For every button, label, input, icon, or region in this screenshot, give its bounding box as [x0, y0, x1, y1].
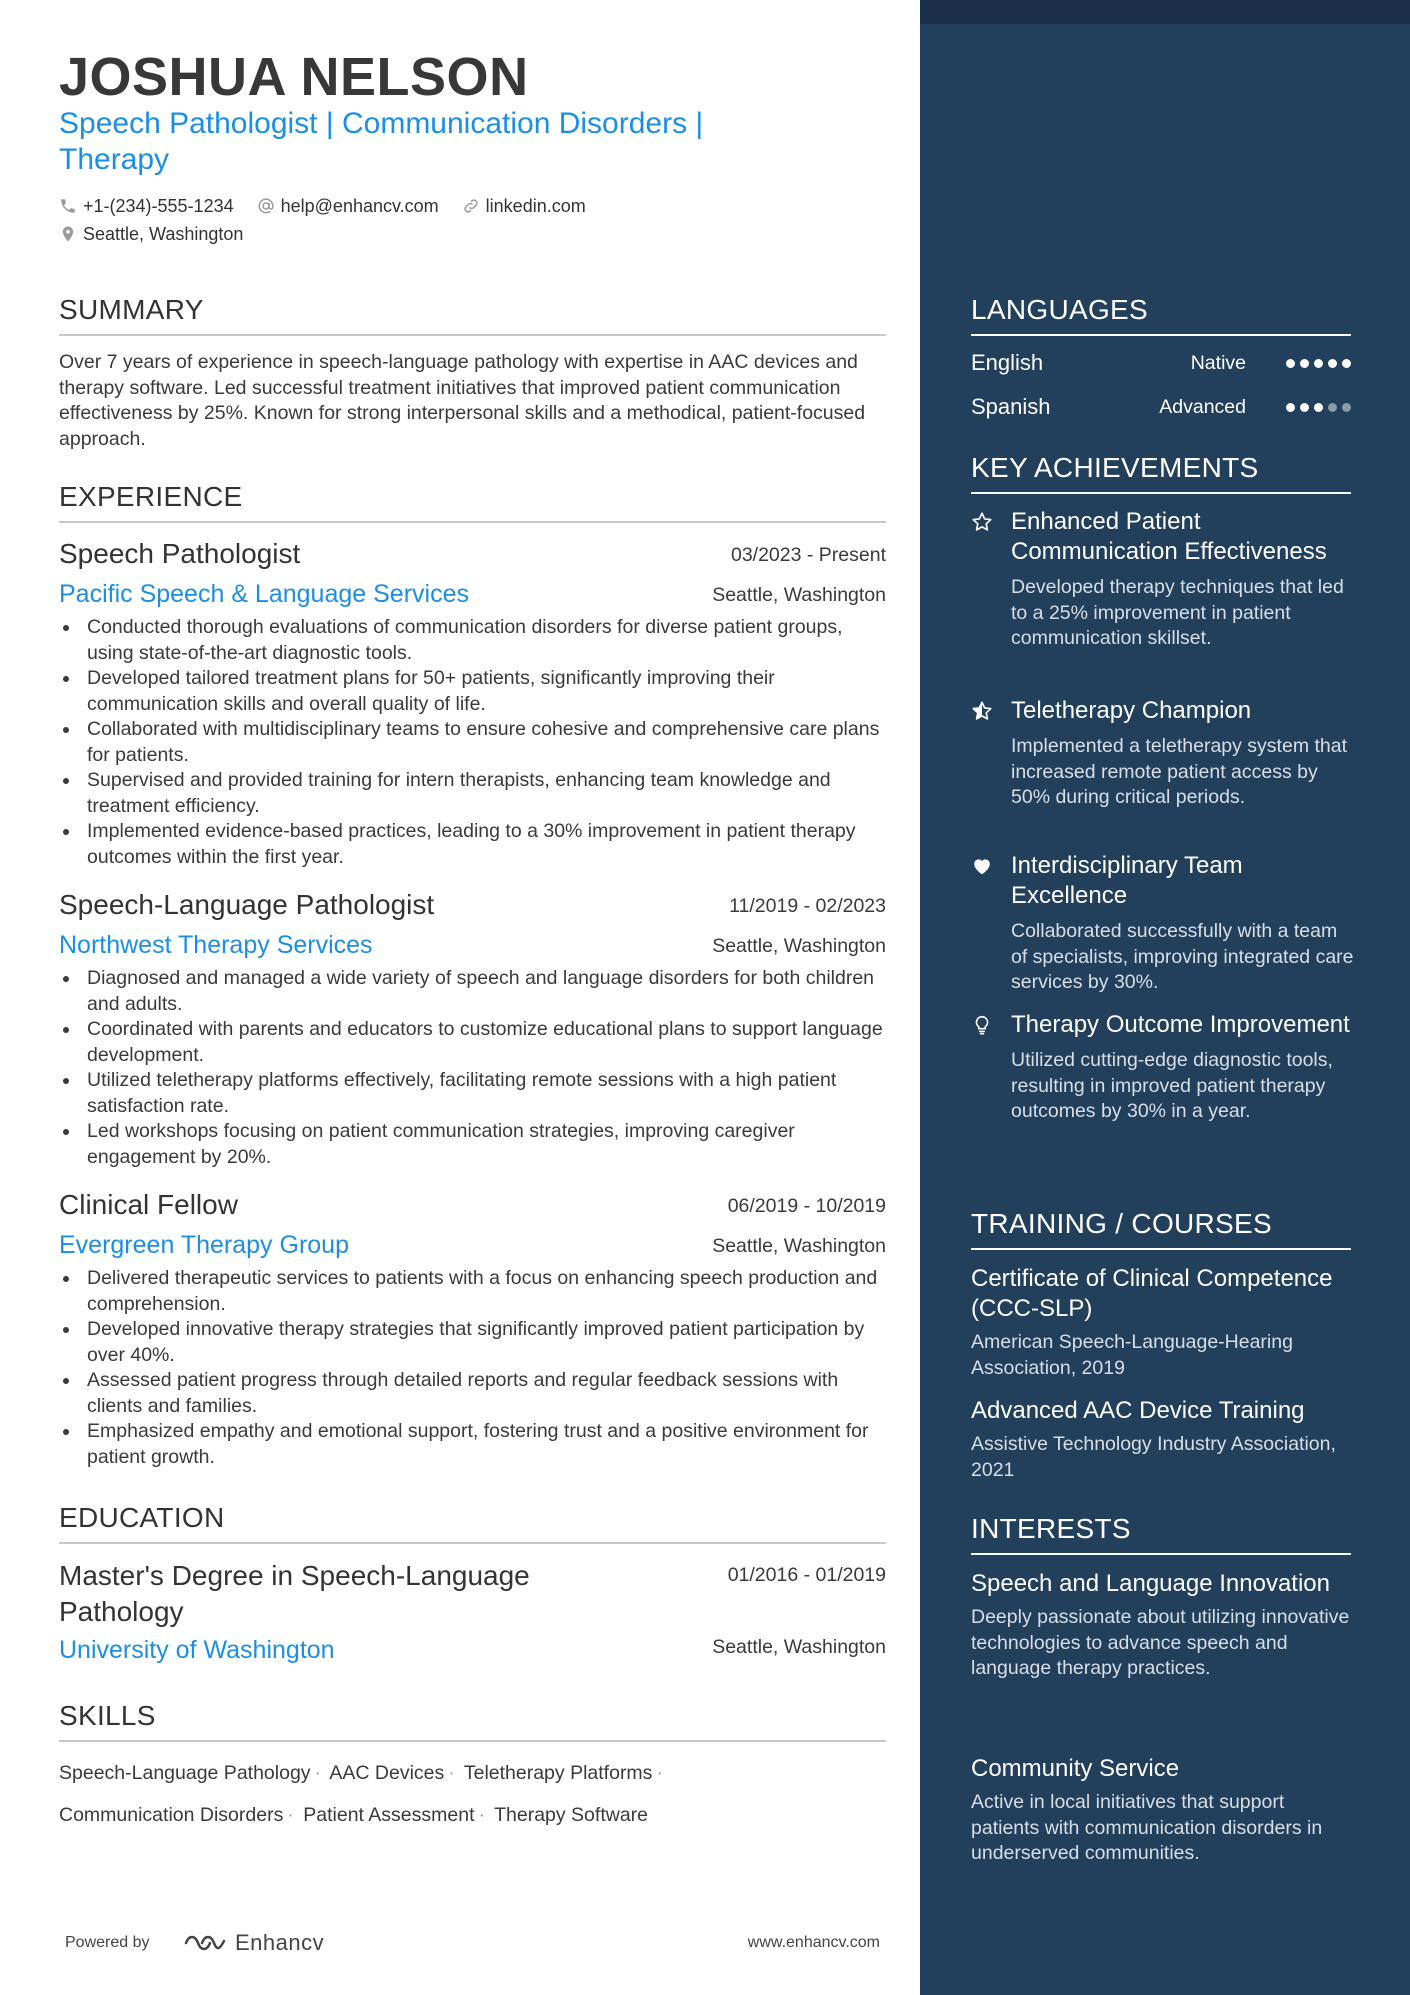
enhancv-logo[interactable] — [183, 1930, 324, 1956]
school-name[interactable]: University of Washington — [59, 1636, 335, 1664]
location-contact — [59, 220, 879, 248]
list-item: Led workshops focusing on patient communication strategies, improving caregiver engagement by 20%. — [59, 1119, 886, 1170]
interest-title: Community Service — [971, 1755, 1180, 1782]
language-name: English — [971, 350, 1044, 375]
proficiency-dot-filled — [1300, 359, 1309, 368]
achievement-desc: Developed therapy techniques that led to a 25% improvement in patient communication skillset. — [1011, 576, 1344, 649]
job-dates: 06/2019 - 10/2019 — [727, 1195, 886, 1217]
language-item — [971, 350, 1351, 380]
course-desc: American Speech-Language-Hearing Association, 2019 — [971, 1331, 1293, 1379]
course-item — [971, 1264, 1356, 1381]
achievement-title: Enhanced Patient Communication Effectiveness — [1011, 508, 1327, 565]
linkedin-text: linkedin.com — [485, 195, 586, 216]
candidate-name: JOSHUA NELSON — [59, 47, 529, 107]
education-heading: EDUCATION — [59, 1502, 886, 1544]
job-location: Seattle, Washington — [712, 935, 886, 957]
proficiency-dot-filled — [1300, 403, 1309, 412]
education-location: Seattle, Washington — [712, 1636, 886, 1658]
list-item: Utilized teletherapy platforms effectively, facilitating remote sessions with a high patient satisfaction rate. — [59, 1068, 886, 1119]
website-link[interactable]: www.enhancv.com — [747, 1934, 880, 1951]
skill-item: AAC Devices — [329, 1762, 445, 1784]
achievement-item — [971, 696, 1356, 811]
experience-entry — [59, 889, 886, 1170]
list-item: Developed innovative therapy strategies that significantly improved patient participation by over 40%. — [59, 1317, 886, 1368]
experience-heading: EXPERIENCE — [59, 481, 886, 523]
list-item: Assessed patient progress through detailed reports and regular feedback sessions with clients and families. — [59, 1368, 886, 1419]
job-dates: 11/2019 - 02/2023 — [729, 895, 886, 917]
phone-text: +1-(234)-555-1234 — [83, 195, 234, 216]
interest-item — [971, 1754, 1356, 1867]
job-dates: 03/2023 - Present — [730, 544, 886, 566]
location-text: Seattle, Washington — [83, 223, 244, 244]
interest-item — [971, 1569, 1356, 1682]
proficiency-dot-filled — [1314, 359, 1323, 368]
phone-icon — [59, 197, 77, 215]
experience-entry — [59, 1189, 886, 1470]
job-bullets — [59, 1266, 886, 1470]
job-title: Clinical Fellow — [59, 1189, 238, 1220]
job-location: Seattle, Washington — [712, 584, 886, 606]
course-title: Advanced AAC Device Training — [971, 1397, 1305, 1424]
list-item: Conducted thorough evaluations of communication disorders for diverse patient groups, using state-of-the-art diagnostic tools. — [59, 615, 886, 666]
achievements-heading: KEY ACHIEVEMENTS — [971, 452, 1351, 494]
headline: Speech Pathologist | Communication Disorders | Therapy — [59, 107, 704, 176]
achievement-item — [971, 507, 1356, 652]
enhancv-logo-icon — [183, 1931, 229, 1955]
email-text: help@enhancv.com — [280, 195, 439, 216]
sidebar-top-bar — [920, 0, 1410, 24]
skill-item: Speech-Language Pathology — [59, 1762, 311, 1784]
education-entry — [59, 1558, 886, 1665]
skill-item: Teletherapy Platforms — [463, 1762, 653, 1784]
proficiency-dot-empty — [1328, 403, 1337, 412]
company-name[interactable]: Evergreen Therapy Group — [59, 1231, 349, 1259]
skill-item: Communication Disorders — [59, 1804, 284, 1826]
language-name: Spanish — [971, 394, 1051, 419]
interest-title: Speech and Language Innovation — [971, 1570, 1330, 1597]
proficiency-dots — [1286, 403, 1351, 412]
company-name[interactable]: Northwest Therapy Services — [59, 931, 373, 959]
training-heading: TRAINING / COURSES — [971, 1208, 1351, 1250]
job-bullets — [59, 615, 886, 870]
interests-heading: INTERESTS — [971, 1513, 1351, 1555]
location-pin-icon — [59, 225, 77, 243]
skills-list: Speech-Language Pathology · AAC Devices · Teletherapy Platforms · Communication Disorders · Patient Assessment · Therapy Software — [59, 1762, 663, 1826]
star-outline-icon — [971, 511, 993, 533]
list-item: Emphasized empathy and emotional support, fostering trust and a positive environment for patient growth. — [59, 1419, 886, 1470]
achievement-title: Interdisciplinary Team Excellence — [1011, 852, 1243, 909]
linkedin-contact[interactable] — [462, 192, 586, 220]
course-item — [971, 1396, 1356, 1483]
sidebar — [920, 0, 1410, 1995]
experience-entry — [59, 538, 886, 870]
languages-heading: LANGUAGES — [971, 294, 1351, 336]
contact-info — [59, 192, 879, 248]
achievement-item — [971, 851, 1356, 996]
list-item: Supervised and provided training for intern therapists, enhancing team knowledge and treatment efficiency. — [59, 768, 886, 819]
achievement-title: Teletherapy Champion — [1011, 697, 1252, 724]
interest-desc: Active in local initiatives that support patients with communication disorders in underserved communities. — [971, 1791, 1323, 1864]
skill-item: Patient Assessment — [303, 1804, 475, 1826]
achievement-item — [971, 1010, 1356, 1125]
footer — [65, 1930, 880, 1960]
interest-desc: Deeply passionate about utilizing innovative technologies to advance speech and language therapy practices. — [971, 1606, 1350, 1679]
skill-item: Therapy Software — [494, 1804, 648, 1826]
summary-text: Over 7 years of experience in speech-language pathology with expertise in AAC devices and therapy software. Led successful treatment initiatives that improved patient communication effectiveness by 25%. Known for strong interpersonal skills and a methodical, patient-focused approach. — [59, 351, 866, 450]
powered-by-label: Powered by — [65, 1934, 150, 1951]
achievement-title: Therapy Outcome Improvement — [1011, 1011, 1350, 1038]
course-title: Certificate of Clinical Competence (CCC-SLP) — [971, 1265, 1333, 1322]
language-level: Advanced — [1159, 396, 1246, 418]
list-item: Coordinated with parents and educators to customize educational plans to support language development. — [59, 1017, 886, 1068]
list-item: Delivered therapeutic services to patients with a focus on enhancing speech production and comprehension. — [59, 1266, 886, 1317]
job-location: Seattle, Washington — [712, 1235, 886, 1257]
lightbulb-icon — [971, 1014, 993, 1036]
proficiency-dot-empty — [1342, 403, 1351, 412]
company-name[interactable]: Pacific Speech & Language Services — [59, 580, 469, 608]
job-title: Speech-Language Pathologist — [59, 889, 435, 920]
list-item: Diagnosed and managed a wide variety of speech and language disorders for both children and adults. — [59, 966, 886, 1017]
proficiency-dot-filled — [1328, 359, 1337, 368]
phone-contact[interactable] — [59, 192, 234, 220]
skills-heading: SKILLS — [59, 1700, 886, 1742]
education-dates: 01/2016 - 01/2019 — [727, 1564, 886, 1586]
proficiency-dot-filled — [1314, 403, 1323, 412]
job-bullets — [59, 966, 886, 1170]
enhancv-brand: Enhancv — [235, 1930, 325, 1955]
achievement-desc: Collaborated successfully with a team of specialists, improving integrated care services by 30%. — [1011, 920, 1354, 993]
proficiency-dots — [1286, 359, 1351, 368]
degree-title: Master's Degree in Speech-Language Pathology — [59, 1560, 530, 1627]
proficiency-dot-filled — [1286, 359, 1295, 368]
list-item: Collaborated with multidisciplinary teams to ensure cohesive and comprehensive care plans for patients. — [59, 717, 886, 768]
star-half-icon — [971, 700, 993, 722]
proficiency-dot-filled — [1286, 403, 1295, 412]
achievement-desc: Utilized cutting-edge diagnostic tools, resulting in improved patient therapy outcomes by 30% in a year. — [1011, 1049, 1333, 1122]
heart-icon — [971, 855, 993, 877]
achievement-desc: Implemented a teletherapy system that increased remote patient access by 50% during critical periods. — [1011, 735, 1348, 808]
summary-heading: SUMMARY — [59, 294, 886, 336]
language-level: Native — [1190, 352, 1246, 374]
list-item: Implemented evidence-based practices, leading to a 30% improvement in patient therapy outcomes within the first year. — [59, 819, 886, 870]
list-item: Developed tailored treatment plans for 50+ patients, significantly improving their communication skills and overall quality of life. — [59, 666, 886, 717]
email-contact[interactable] — [257, 192, 439, 220]
course-desc: Assistive Technology Industry Association, 2021 — [971, 1433, 1336, 1481]
proficiency-dot-filled — [1342, 359, 1351, 368]
link-icon — [462, 197, 480, 215]
at-icon — [257, 197, 275, 215]
job-title: Speech Pathologist — [59, 538, 301, 569]
language-item — [971, 394, 1351, 424]
